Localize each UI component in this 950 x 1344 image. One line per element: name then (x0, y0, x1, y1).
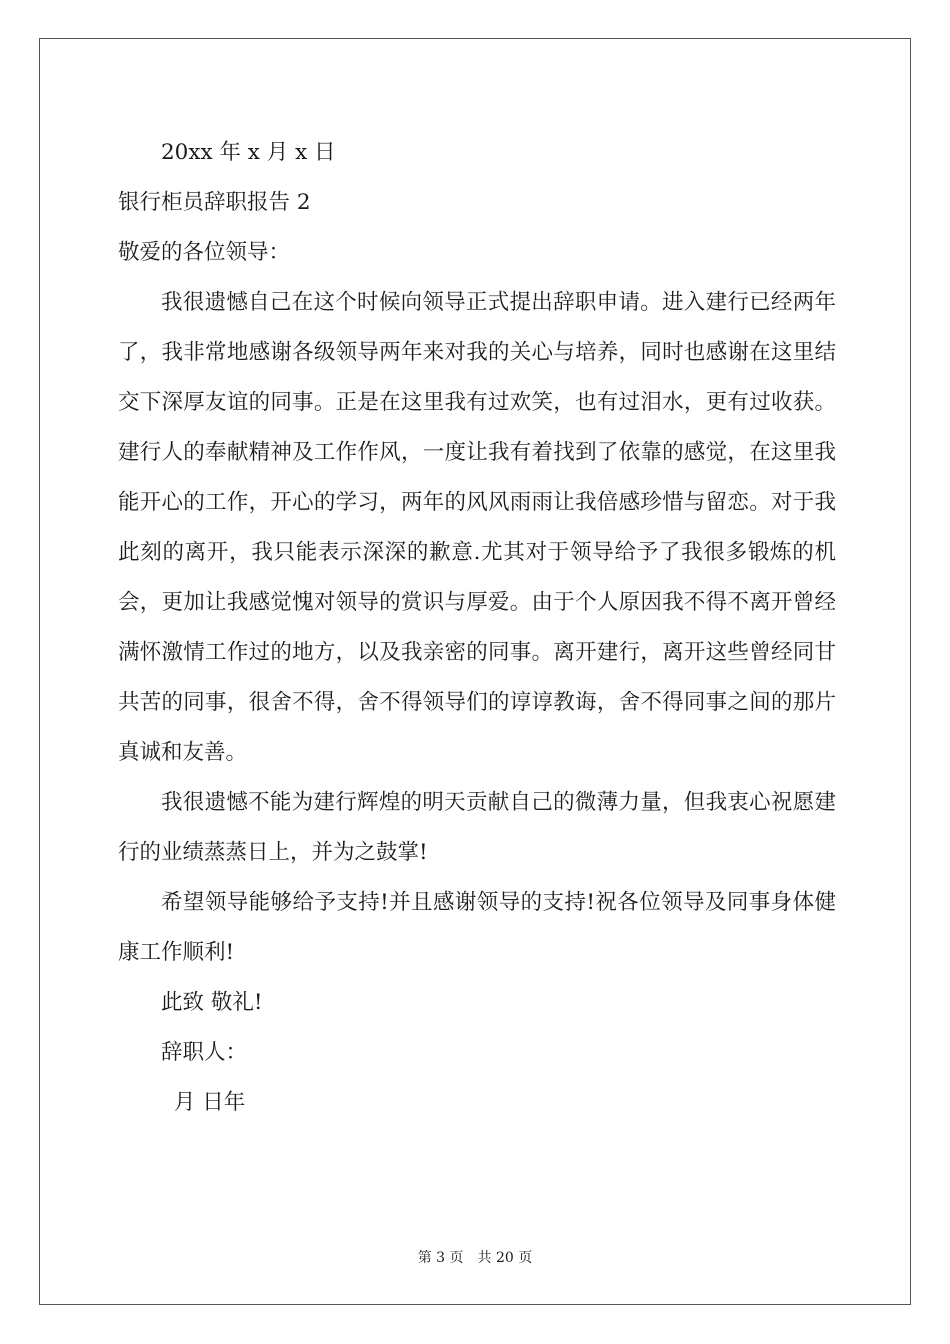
paragraph-1: 我很遗憾自己在这个时候向领导正式提出辞职申请。进入建行已经两年了，我非常地感谢各级领导两年来对我的关心与培养，同时也感谢在这里结交下深厚友谊的同事。正是在这里我有过欢笑，也有过泪水，更有过收获。建行人的奉献精神及工作作风，一度让我有着找到了依靠的感觉，在这里我能开心的工作，开心的学习，两年的风风雨雨让我倍感珍惜与留恋。对于我此刻的离开，我只能表示深深的歉意.尤其对于领导给予了我很多锻炼的机会，更加让我感觉愧对领导的赏识与厚爱。由于个人原因我不得不离开曾经满怀激情工作过的地方，以及我亲密的同事。离开建行，离开这些曾经同甘共苦的同事，很舍不得，舍不得领导们的谆谆教诲，舍不得同事之间的那片真诚和友善。 (118, 290, 836, 765)
page-number-current: 第 3 页 (417, 1250, 464, 1266)
date-line: 20xx 年 x 月 x 日 (161, 140, 336, 165)
page-number-total: 共 20 页 (477, 1250, 533, 1266)
page-footer (0, 1247, 950, 1267)
closing: 此致 敬礼! (161, 990, 263, 1015)
signature-date: 月 日年 (173, 1090, 246, 1115)
document-title: 银行柜员辞职报告 2 (118, 190, 311, 215)
document-body (118, 128, 836, 1128)
paragraph-3: 希望领导能够给予支持!并且感谢领导的支持!祝各位领导及同事身体健康工作顺利! (118, 890, 836, 965)
paragraph-2: 我很遗憾不能为建行辉煌的明天贡献自己的微薄力量，但我衷心祝愿建行的业绩蒸蒸日上，并为之鼓掌! (118, 790, 836, 865)
signature-label: 辞职人： (161, 1040, 248, 1065)
salutation: 敬爱的各位领导： (118, 240, 291, 265)
